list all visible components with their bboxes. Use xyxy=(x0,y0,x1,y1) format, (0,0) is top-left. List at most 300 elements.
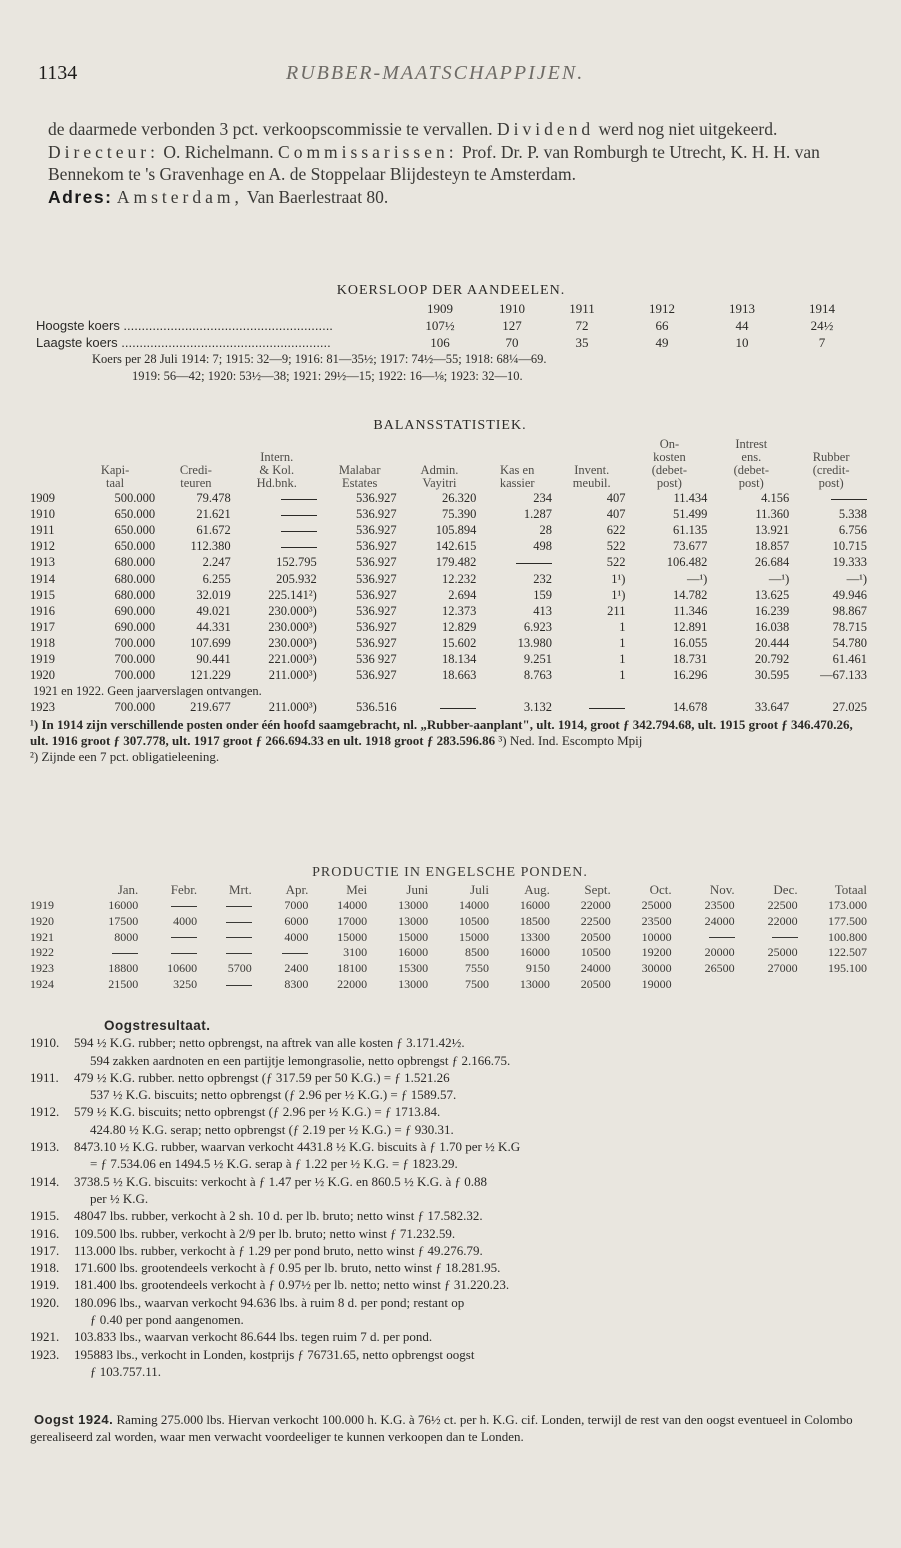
balans-cell: 8.763 xyxy=(523,668,552,683)
productie-cell: 24000 xyxy=(580,961,611,976)
productie-cell: 19000 xyxy=(641,976,672,991)
oogst-line xyxy=(30,1242,870,1259)
directeur-label: Directeur: xyxy=(48,141,159,162)
dash xyxy=(589,708,625,709)
productie-cell: 122.507 xyxy=(828,945,867,960)
dash xyxy=(171,906,197,907)
balans-cell: 700.000 xyxy=(114,668,156,683)
productie-cell: 4000 xyxy=(284,929,309,944)
balans-cell: 225.141²) xyxy=(268,587,317,602)
balans-row xyxy=(30,619,870,635)
oogst-line xyxy=(30,1103,870,1120)
productie-cell: 8500 xyxy=(464,945,489,960)
oogst-text: 180.096 lbs., waarvan verkocht 94.636 lbs. à ruim 8 d. per pond; restant op xyxy=(74,1294,465,1310)
balans-cell: 680.000 xyxy=(114,571,156,586)
balans-row xyxy=(30,635,870,651)
productie-header-row xyxy=(30,882,870,898)
balans-cell: 650.000 xyxy=(114,507,156,522)
productie-cell: 3250 xyxy=(173,976,198,991)
oogst-year: 1921. xyxy=(30,1329,60,1345)
balans-cell: 33.647 xyxy=(754,700,790,715)
oogst-line xyxy=(30,1138,870,1155)
balans-cell: 536.927 xyxy=(355,668,397,683)
balans-cell: 536.927 xyxy=(355,587,397,602)
balans-cell: 19.333 xyxy=(832,555,867,570)
balans-cell: 14.678 xyxy=(672,700,708,715)
balans-cell: 4.156 xyxy=(761,491,790,506)
oogst-year: 1918. xyxy=(30,1260,60,1276)
oogst-text: ƒ 0.40 per pond aangenomen. xyxy=(90,1312,244,1328)
balans-cell: 51.499 xyxy=(672,507,708,522)
balans-cell: 1¹) xyxy=(611,587,626,602)
productie-col-header: Oct. xyxy=(649,882,672,897)
oogst-line xyxy=(30,1328,870,1345)
balans-cell: 12.891 xyxy=(672,619,708,634)
balans-cell: 16.239 xyxy=(754,603,790,618)
oogst-year: 1917. xyxy=(30,1242,60,1258)
balans-cell: 205.932 xyxy=(276,571,317,586)
balans-cell: 106.482 xyxy=(666,555,708,570)
balans-cell: 12.232 xyxy=(442,571,477,586)
balans-cell: 536.927 xyxy=(355,491,397,506)
balans-cell: 690.000 xyxy=(114,619,156,634)
productie-cell: 7000 xyxy=(284,898,309,912)
balans-cell: 32.019 xyxy=(196,587,231,602)
productie-row xyxy=(30,961,870,977)
koers-row-label: Laagste koers .......................................................... xyxy=(36,335,331,350)
commissarissen-text: Prof. Dr. P. van Romburgh te Utrecht, K. H. H. van Bennekom te 's Gravenhage en A. de Stoppelaar Blijdesteyn te Amsterdam. xyxy=(48,141,820,184)
balans-col-header: Kapi- taal xyxy=(100,463,130,490)
adres-line xyxy=(48,186,861,209)
koersloop-section xyxy=(36,283,866,386)
balans-cell: 61.672 xyxy=(196,523,231,538)
balans-cell: 211 xyxy=(607,603,626,618)
balans-row xyxy=(30,506,870,522)
koers-year: 1911 xyxy=(569,301,595,316)
dash xyxy=(226,985,252,986)
productie-cell: 26500 xyxy=(704,961,735,976)
balans-cell: 211.000³) xyxy=(268,668,317,683)
productie-col-header: Apr. xyxy=(285,882,309,897)
balans-cell: 536.927 xyxy=(355,539,397,554)
oogst-line xyxy=(30,1155,870,1172)
productie-cell: 13000 xyxy=(398,898,429,912)
productie-cell: 13000 xyxy=(519,976,550,991)
balans-cell: 407 xyxy=(606,507,626,522)
koers-year: 1914 xyxy=(809,301,835,316)
balans-cell: 219.677 xyxy=(190,700,231,715)
productie-cell: 20500 xyxy=(580,976,611,991)
balans-cell: 700.000 xyxy=(114,651,156,666)
balans-col-header: Kas en kassier xyxy=(499,463,535,490)
footnote-3-text: ³) Ned. Ind. Escompto Mpij xyxy=(498,733,643,749)
balans-cell: 650.000 xyxy=(114,539,156,554)
koers-value: 127 xyxy=(502,318,522,333)
productie-cell xyxy=(738,977,801,993)
balans-footnote-2: ²) Zijnde een 7 pct. obligatieleening. xyxy=(30,749,220,765)
balans-cell: 13.980 xyxy=(517,635,552,650)
koers-row-label: Hoogste koers .......................................................... xyxy=(36,318,333,333)
productie-col-header: Dec. xyxy=(773,882,798,897)
koers-value: 10 xyxy=(735,335,749,350)
oogst-year: 1919. xyxy=(30,1277,60,1293)
balans-cell: 11.434 xyxy=(673,491,708,506)
balans-cell: 75.390 xyxy=(442,507,477,522)
balans-cell: 12.829 xyxy=(442,619,477,634)
productie-col-header: Nov. xyxy=(709,882,735,897)
balans-cell: 21.621 xyxy=(196,507,231,522)
balans-cell xyxy=(234,490,320,506)
oogst-line xyxy=(30,1052,870,1069)
balans-cell: 27.025 xyxy=(832,700,867,715)
productie-cell xyxy=(801,977,870,993)
productie-cell: 22000 xyxy=(767,913,798,928)
productie-cell: 18100 xyxy=(337,961,368,976)
balans-col-header: Admin. Vayitri xyxy=(420,463,459,490)
oogst-year: 1910. xyxy=(30,1035,60,1051)
balans-row xyxy=(30,667,870,683)
balans-cell: 6.756 xyxy=(838,523,867,538)
koers-value: 70 xyxy=(505,335,519,350)
balans-cell: 49.021 xyxy=(196,603,231,618)
oogst-text: 594 ½ K.G. rubber; netto opbrengst, na aftrek van alle kosten ƒ 3.171.42½. xyxy=(74,1035,465,1051)
productie-year: 1920 xyxy=(30,913,54,928)
balans-cell xyxy=(234,522,320,538)
balans-row xyxy=(30,651,870,667)
oogst-line xyxy=(30,1121,870,1138)
oogst-line xyxy=(30,1259,870,1276)
oogst-text: 195883 lbs., verkocht in Londen, kostprijs ƒ 76731.65, netto opbrengst oogst xyxy=(74,1346,475,1362)
balans-cell: 107.699 xyxy=(190,635,231,650)
balans-cell: —¹) xyxy=(768,571,790,586)
balans-cell xyxy=(479,554,555,570)
intro-paragraph xyxy=(48,118,861,186)
oogst-line xyxy=(30,1225,870,1242)
productie-col-header: Sept. xyxy=(584,882,611,897)
dash xyxy=(281,531,317,532)
balans-cell: 536.927 xyxy=(355,635,397,650)
balans-cell: 1 xyxy=(619,651,626,666)
productie-col-header: Mrt. xyxy=(228,882,252,897)
balans-cell: 30.595 xyxy=(754,668,790,683)
balans-year: 1911 xyxy=(30,523,55,538)
balans-year: 1913 xyxy=(30,555,55,570)
productie-cell: 195.100 xyxy=(828,961,867,976)
productie-cell: 25000 xyxy=(641,898,672,912)
oogst-line xyxy=(30,1346,870,1363)
intro-text-2: werd nog niet uitgekeerd. xyxy=(598,119,778,139)
oogst-year: 1911. xyxy=(30,1069,59,1085)
balans-cell: 26.320 xyxy=(442,491,477,506)
koers-year: 1909 xyxy=(427,301,453,316)
productie-cell: 30000 xyxy=(641,961,672,976)
balans-cell: 105.894 xyxy=(435,523,477,538)
balans-cell: 1 xyxy=(619,668,626,683)
productie-table xyxy=(30,882,870,993)
oogst-text: 537 ½ K.G. biscuits; netto opbrengst (ƒ 2.96 per ½ K.G.) = ƒ 1589.57. xyxy=(90,1087,457,1103)
koers-value: 7 xyxy=(818,335,826,350)
productie-cell: 17000 xyxy=(337,913,368,928)
balans-row xyxy=(30,699,870,715)
directeur-name: O. Richelmann. xyxy=(163,141,274,162)
balans-row xyxy=(30,570,870,586)
productie-cell: 27000 xyxy=(767,961,798,976)
productie-cell: 17500 xyxy=(108,913,139,928)
dash xyxy=(112,953,138,954)
balans-row xyxy=(30,587,870,603)
productie-cell: 100.800 xyxy=(828,929,867,944)
balans-cell: 14.782 xyxy=(672,587,708,602)
productie-row xyxy=(30,898,870,914)
balans-note-cell: 1921 en 1922. Geen jaarverslagen ontvangen. xyxy=(33,684,262,699)
oogst-1924-section xyxy=(30,1411,870,1445)
productie-col-header: Jan. xyxy=(117,882,139,897)
productie-col-header: Juli xyxy=(470,882,489,897)
productie-cell: 6000 xyxy=(284,913,309,928)
productie-cell: 177.500 xyxy=(828,913,867,928)
balans-cell: 536.927 xyxy=(355,603,397,618)
balans-cell: 20.444 xyxy=(754,635,790,650)
dash xyxy=(281,515,317,516)
running-title: RUBBER-MAATSCHAPPIJEN. xyxy=(286,62,585,84)
balans-cell: 536.927 xyxy=(355,555,397,570)
balans-year: 1919 xyxy=(30,651,55,666)
balans-cell xyxy=(234,506,320,522)
productie-cell xyxy=(141,898,200,914)
productie-cell: 22500 xyxy=(767,898,798,912)
productie-cell: 16000 xyxy=(108,898,139,912)
balans-cell: 79.478 xyxy=(196,491,231,506)
productie-title: PRODUCTIE IN ENGELSCHE PONDEN. xyxy=(312,865,588,880)
koers-year: 1913 xyxy=(729,301,755,316)
balans-cell: 15.602 xyxy=(442,635,477,650)
dash xyxy=(226,922,252,923)
productie-cell: 16000 xyxy=(398,945,429,960)
balans-row xyxy=(30,603,870,619)
balans-cell: 650.000 xyxy=(114,523,156,538)
balans-cell: 1 xyxy=(619,635,626,650)
oogst-text: 113.000 lbs. rubber, verkocht à ƒ 1.29 per pond bruto, netto winst ƒ 49.276.79. xyxy=(74,1242,483,1258)
productie-cell: 7550 xyxy=(464,961,489,976)
balans-footnote-1 xyxy=(30,717,870,749)
oogst-text: 579 ½ K.G. biscuits; netto opbrengst (ƒ 2.96 per ½ K.G.) = ƒ 1713.84. xyxy=(74,1104,441,1120)
productie-cell xyxy=(200,914,255,930)
productie-cell: 173.000 xyxy=(828,898,867,912)
balans-footnotes xyxy=(30,717,870,765)
balans-cell: 112.380 xyxy=(190,539,231,554)
balans-cell: 536.927 xyxy=(355,619,397,634)
balansstatistiek-section xyxy=(30,418,870,765)
koersloop-title: KOERSLOOP DER AANDEELEN. xyxy=(336,283,566,298)
koers-year: 1910 xyxy=(499,301,525,316)
balans-cell: 54.780 xyxy=(832,635,867,650)
balans-cell: 90.441 xyxy=(196,651,231,666)
dash xyxy=(831,499,867,500)
productie-row xyxy=(30,945,870,961)
adres-label: Adres: xyxy=(48,186,113,207)
balans-cell: 1 xyxy=(619,619,626,634)
page-number: 1134 xyxy=(38,62,78,84)
balans-cell: 6.255 xyxy=(202,571,231,586)
oogst-line xyxy=(30,1311,870,1328)
balans-cell: 522 xyxy=(606,555,626,570)
dash xyxy=(772,937,798,938)
productie-cell: 20500 xyxy=(580,929,611,944)
productie-cell xyxy=(200,945,255,961)
balans-col-header: Malabar Estates xyxy=(338,463,381,490)
balans-body xyxy=(30,490,870,715)
balans-cell: 9.251 xyxy=(523,651,552,666)
productie-col-header xyxy=(30,882,72,898)
balans-cell: 18.663 xyxy=(442,668,477,683)
balans-cell: 232 xyxy=(533,571,552,586)
koers-value: 72 xyxy=(575,318,589,333)
productie-year: 1923 xyxy=(30,961,54,976)
productie-cell xyxy=(72,945,141,961)
balans-cell: 44.331 xyxy=(196,619,231,634)
balans-year: 1923 xyxy=(30,700,55,715)
balans-row xyxy=(30,490,870,506)
oogst-year: 1915. xyxy=(30,1208,60,1224)
oogst-line xyxy=(30,1173,870,1190)
footnote-1-text: ¹) In 1914 zijn verschillende posten onder één hoofd saamgebracht, nl. „Rubber-aanplant", ult. 1914, groot ƒ 342.794.68, ult. 1915 groot ƒ 346.470.26, ult. 1916 groot ƒ 307.778, ult. 1917 groot ƒ 266.694.33 en ult. 1918 groot ƒ 283.596.86 xyxy=(30,717,853,749)
koers-value: 35 xyxy=(575,335,589,350)
balans-cell: 522 xyxy=(606,539,626,554)
productie-cell: 23500 xyxy=(641,913,672,928)
productie-cell: 24000 xyxy=(704,913,735,928)
balans-year: 1920 xyxy=(30,668,55,683)
balans-cell: 16.038 xyxy=(754,619,790,634)
productie-row xyxy=(30,930,870,946)
productie-cell: 14000 xyxy=(458,898,489,912)
balans-cell: 61.461 xyxy=(832,651,867,666)
koersloop-high-row xyxy=(36,318,866,335)
balans-cell: 12.373 xyxy=(442,603,477,618)
balans-cell: 18.857 xyxy=(754,539,790,554)
koersloop-low-row xyxy=(36,335,866,352)
oogst-text: per ½ K.G. xyxy=(90,1190,149,1206)
balans-cell: 407 xyxy=(606,491,626,506)
balans-cell: 6.923 xyxy=(523,619,552,634)
balans-cell: 179.482 xyxy=(435,555,477,570)
balans-cell: 49.946 xyxy=(832,587,867,602)
oogst-year: 1923. xyxy=(30,1346,60,1362)
dash xyxy=(226,953,252,954)
oogst-text: 8473.10 ½ K.G. rubber, waarvan verkocht 4431.8 ½ K.G. biscuits à ƒ 1.70 per ½ K.G xyxy=(74,1139,521,1155)
balans-cell: —¹) xyxy=(686,571,708,586)
oogst-text: 3738.5 ½ K.G. biscuits: verkocht à ƒ 1.47 per ½ K.G. en 860.5 ½ K.G. à ƒ 0.88 xyxy=(74,1173,488,1189)
productie-col-header: Febr. xyxy=(170,882,198,897)
balans-cell: 536.927 xyxy=(355,571,397,586)
dash xyxy=(709,937,735,938)
adres-street: Van Baerlestraat 80. xyxy=(246,186,389,207)
productie-cell xyxy=(675,930,738,946)
balans-cell: 13.921 xyxy=(754,523,790,538)
balans-cell: 3.132 xyxy=(523,700,552,715)
oogst-line xyxy=(30,1276,870,1293)
koers-value: 66 xyxy=(655,318,669,333)
koers-value: 106 xyxy=(430,335,450,350)
productie-col-header: Mei xyxy=(346,882,368,897)
balans-cell: 536 927 xyxy=(355,651,397,666)
balans-cell: 5.338 xyxy=(838,507,867,522)
koers-year: 1912 xyxy=(649,301,675,316)
intro-text-1: de daarmede verbonden 3 pct. verkoopscommissie te vervallen. xyxy=(48,119,493,139)
balans-row xyxy=(30,554,870,570)
balans-cell xyxy=(555,699,629,715)
balans-cell: 10.715 xyxy=(832,539,867,554)
oogstresultaat-lines xyxy=(30,1034,870,1380)
productie-cell xyxy=(200,977,255,993)
oogst-text: 594 zakken aardnoten en een partijtje lemongrasolie, netto opbrengst ƒ 2.166.75. xyxy=(90,1052,511,1068)
productie-cell: 10000 xyxy=(641,929,672,944)
balans-col-header: Intrest ens. (debet- post) xyxy=(733,437,769,490)
oogstresultaat-title: Oogstresultaat. xyxy=(104,1018,211,1033)
dash xyxy=(440,708,476,709)
productie-cell: 16000 xyxy=(519,898,550,912)
oogst-text: 181.400 lbs. grootendeels verkocht à ƒ 0.97½ per lb. netto; netto winst ƒ 31.220.23. xyxy=(74,1277,510,1293)
balans-row-1921 xyxy=(30,683,870,699)
productie-cell: 18500 xyxy=(519,913,550,928)
balans-cell: 536.516 xyxy=(355,700,397,715)
balans-cell: —67.133 xyxy=(820,668,867,683)
balans-cell: 28 xyxy=(539,523,552,538)
productie-cell: 25000 xyxy=(767,945,798,960)
balans-cell: 73.677 xyxy=(672,539,708,554)
koers-value: 107½ xyxy=(425,318,455,333)
adres-city: Amsterdam, xyxy=(116,186,243,207)
balans-cell: 536.927 xyxy=(355,523,397,538)
dash xyxy=(171,937,197,938)
productie-col-header: Aug. xyxy=(524,882,550,897)
koers-value: 24½ xyxy=(810,318,834,333)
dash xyxy=(281,547,317,548)
productie-cell: 19200 xyxy=(641,945,672,960)
balans-cell xyxy=(234,538,320,554)
balans-cell: 26.684 xyxy=(754,555,790,570)
productie-year: 1921 xyxy=(30,929,54,944)
balans-cell: 152.795 xyxy=(276,555,317,570)
balans-row xyxy=(30,538,870,554)
productie-cell: 15300 xyxy=(398,961,429,976)
balans-cell xyxy=(792,490,870,506)
productie-cell xyxy=(200,930,255,946)
balans-year: 1918 xyxy=(30,635,55,650)
oogst-1924-title: Oogst 1924. xyxy=(34,1412,114,1427)
koers-note-2: 1919: 56—42; 1920: 53½—38; 1921: 29½—15; 1922: 16—⅛; 1923: 32—10. xyxy=(132,369,523,383)
balans-year: 1909 xyxy=(30,491,55,506)
productie-cell xyxy=(141,945,200,961)
oogst-year: 1913. xyxy=(30,1139,60,1155)
balans-col-header: On- kosten (debet- post) xyxy=(651,437,688,490)
balans-cell: 413 xyxy=(533,603,552,618)
productie-body xyxy=(30,898,870,993)
productie-cell: 21500 xyxy=(108,976,139,991)
oogst-1924-paragraph xyxy=(30,1411,870,1445)
productie-cell: 20000 xyxy=(704,945,735,960)
productie-year: 1919 xyxy=(30,898,54,912)
productie-year: 1922 xyxy=(30,945,54,960)
productie-cell: 9150 xyxy=(525,961,550,976)
oogst-text: ƒ 103.757.11. xyxy=(90,1363,162,1379)
oogst-year: 1912. xyxy=(30,1104,60,1120)
productie-cell xyxy=(255,945,312,961)
oogst-text: 479 ½ K.G. rubber. netto opbrengst (ƒ 317.59 per 50 K.G.) = ƒ 1.521.26 xyxy=(74,1069,450,1085)
koers-value: 49 xyxy=(655,335,669,350)
dash xyxy=(281,499,317,500)
dash xyxy=(226,937,252,938)
balans-col-header xyxy=(30,438,72,490)
